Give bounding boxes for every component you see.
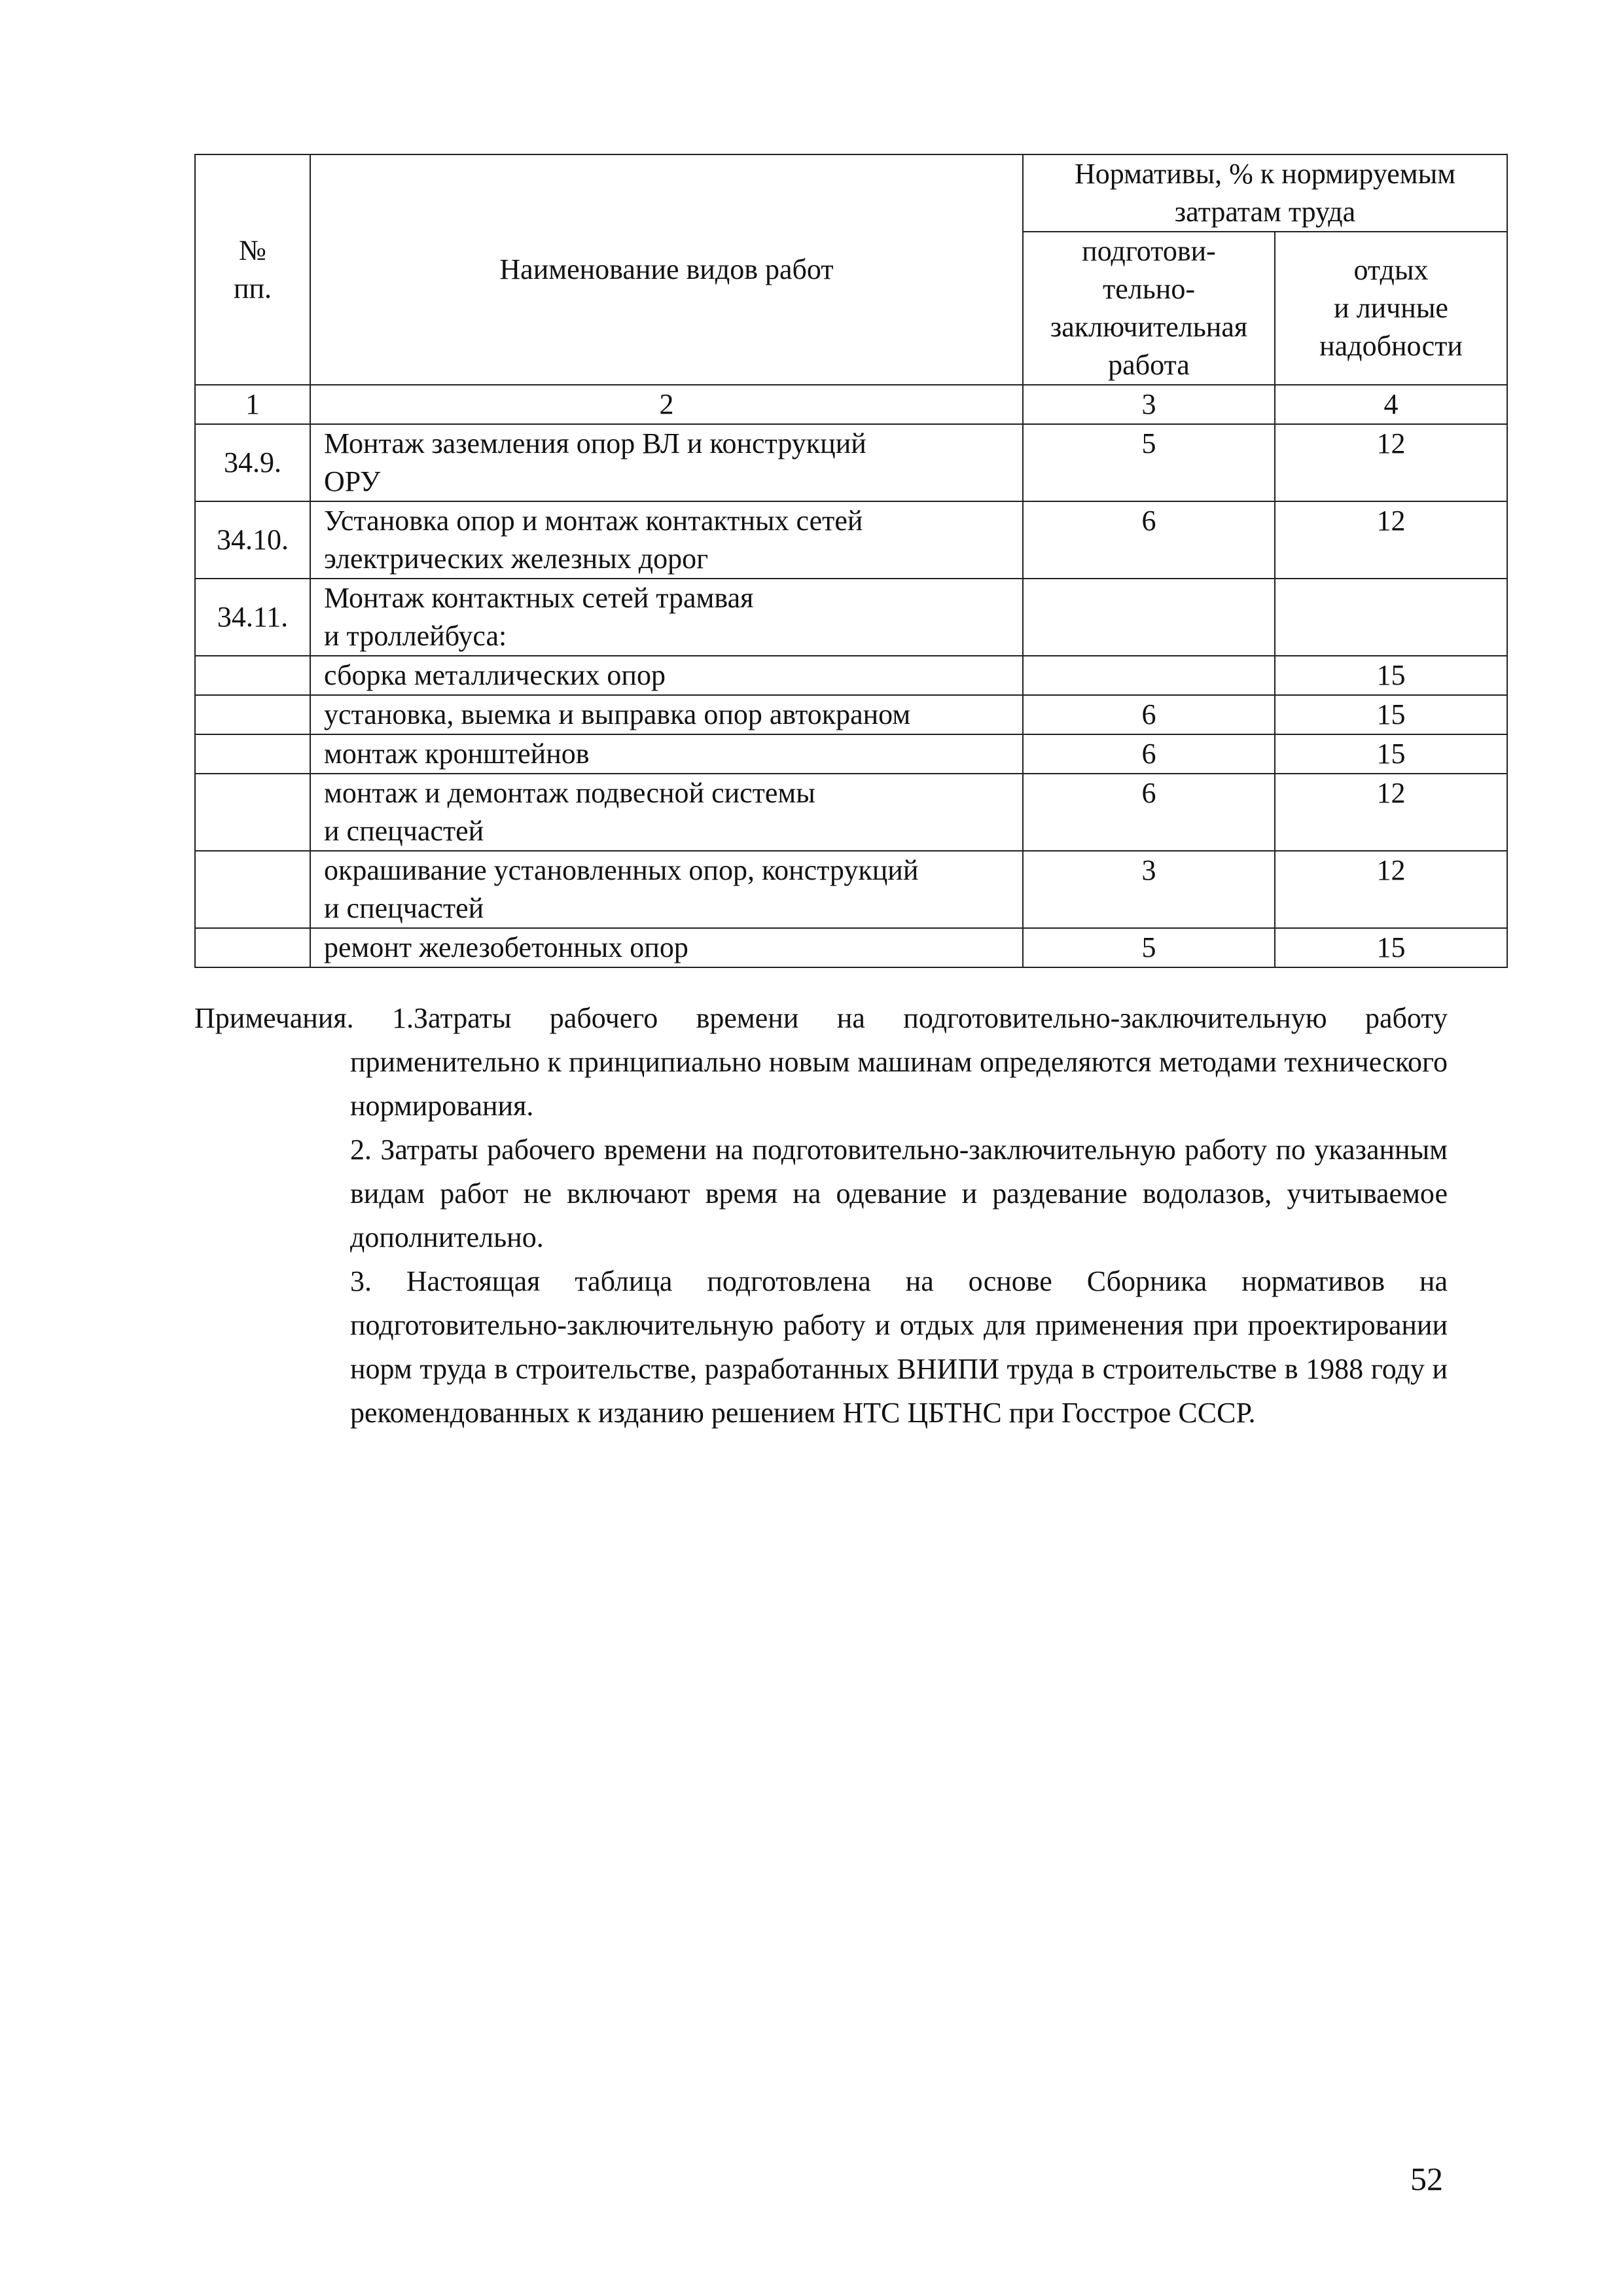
row-prep-value: 3 (1023, 851, 1275, 928)
row-number (195, 774, 310, 851)
table-row (195, 695, 1507, 734)
norms-table (194, 154, 1508, 968)
row-number (195, 928, 310, 967)
row-work-name: установка, выемка и выправка опор автокраном (310, 695, 1023, 734)
column-number-row (195, 385, 1507, 424)
note-2: 2. Затраты рабочего времени на подготовительно-заключительную работу по указанным видам работ не включают время на одевание и раздевание водолазов, учитываемое дополнительно. (350, 1134, 1448, 1253)
table-row (195, 501, 1507, 579)
row-rest-value: 15 (1275, 928, 1507, 967)
column-number: 3 (1023, 385, 1275, 424)
row-rest-value: 12 (1275, 774, 1507, 851)
row-prep-value: 6 (1023, 501, 1275, 579)
table-row (195, 579, 1507, 656)
row-rest-value: 15 (1275, 656, 1507, 695)
header-prep-work: подготови- тельно- заключительная работа (1023, 232, 1275, 385)
header-rest: отдых и личные надобности (1275, 232, 1507, 385)
row-number (195, 695, 310, 734)
row-rest-value: 12 (1275, 501, 1507, 579)
row-number: 34.10. (195, 501, 310, 579)
page-number: 52 (1410, 2161, 1443, 2197)
column-number: 1 (195, 385, 310, 424)
row-prep-value: 6 (1023, 774, 1275, 851)
header-work-name: Наименование видов работ (310, 154, 1023, 385)
note-1: Примечания. 1.Затраты рабочего времени на подготовительно-заключительную работу применительно к принципиально новым машинам определяются методами технического нормирования. (194, 1002, 1448, 1122)
row-rest-value: 15 (1275, 734, 1507, 774)
row-prep-value: 6 (1023, 734, 1275, 774)
row-work-name: окрашивание установленных опор, конструкций и спецчастей (310, 851, 1023, 928)
header-norms: Нормативы, % к нормируемым затратам труда (1023, 154, 1507, 232)
table-row (195, 734, 1507, 774)
row-number (195, 851, 310, 928)
row-work-name: монтаж кронштейнов (310, 734, 1023, 774)
row-number (195, 734, 310, 774)
row-prep-value (1023, 579, 1275, 656)
table-row (195, 774, 1507, 851)
row-prep-value: 5 (1023, 928, 1275, 967)
table-row (195, 424, 1507, 501)
row-rest-value (1275, 579, 1507, 656)
row-number (195, 656, 310, 695)
column-number: 4 (1275, 385, 1507, 424)
row-prep-value: 5 (1023, 424, 1275, 501)
row-prep-value (1023, 656, 1275, 695)
table-row (195, 656, 1507, 695)
notes-section (194, 996, 1448, 1435)
row-rest-value: 12 (1275, 851, 1507, 928)
column-number: 2 (310, 385, 1023, 424)
note-3: 3. Настоящая таблица подготовлена на основе Сборника нормативов на подготовительно-заключительную работу и отдых для применения при проектировании норм труда в строительстве, разработанных ВНИПИ труда в строительстве в 1988 году и рекомендованных к изданию решением НТС ЦБТНС при Госстрое СССР. (350, 1265, 1448, 1429)
row-work-name: Монтаж заземления опор ВЛ и конструкций ОРУ (310, 424, 1023, 501)
row-rest-value: 12 (1275, 424, 1507, 501)
row-work-name: Монтаж контактных сетей трамвая и троллейбуса: (310, 579, 1023, 656)
row-number: 34.9. (195, 424, 310, 501)
row-prep-value: 6 (1023, 695, 1275, 734)
row-number: 34.11. (195, 579, 310, 656)
row-work-name: Установка опор и монтаж контактных сетей электрических железных дорог (310, 501, 1023, 579)
row-work-name: монтаж и демонтаж подвесной системы и спецчастей (310, 774, 1023, 851)
row-rest-value: 15 (1275, 695, 1507, 734)
table-row (195, 851, 1507, 928)
table-row (195, 928, 1507, 967)
header-number: № пп. (195, 154, 310, 385)
row-work-name: ремонт железобетонных опор (310, 928, 1023, 967)
row-work-name: сборка металлических опор (310, 656, 1023, 695)
